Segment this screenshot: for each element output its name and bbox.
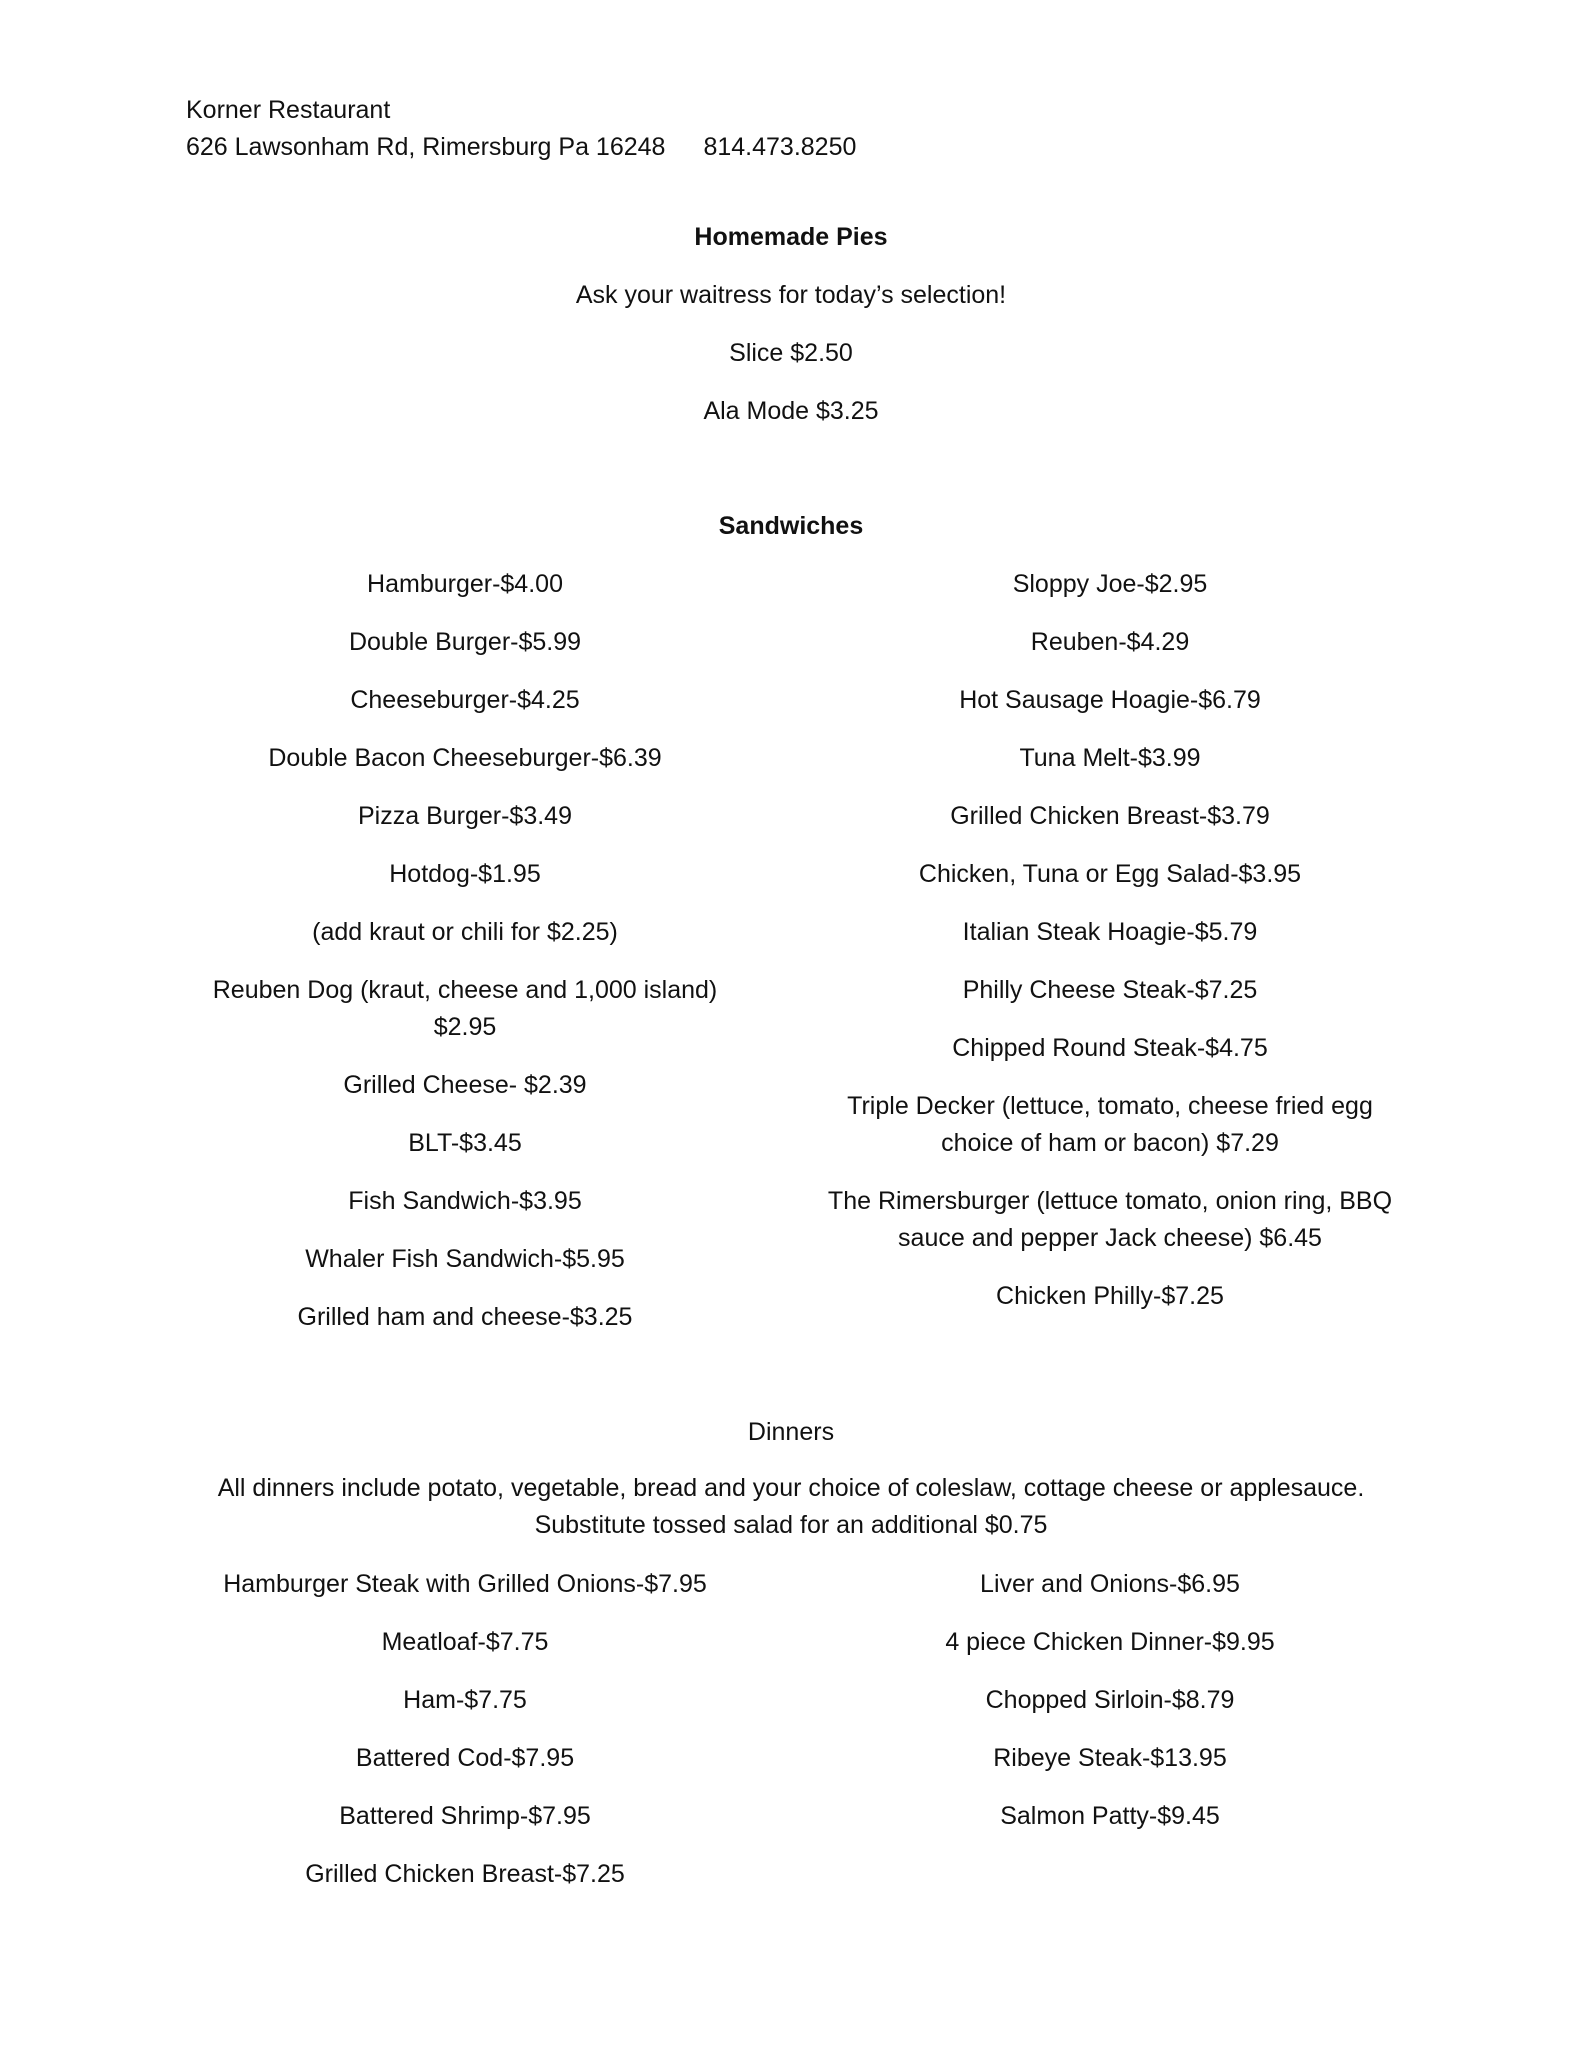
menu-item: Reuben Dog (kraut, cheese and 1,000 island) $2.95 [212,976,718,1041]
menu-item: Reuben-$4.29 [1030,628,1190,656]
menu-item: Hotdog-$1.95 [389,860,541,888]
pies-slice-price: Slice $2.50 [729,339,853,367]
menu-item: Double Burger-$5.99 [348,628,582,656]
restaurant-name: Korner Restaurant [186,96,391,124]
menu-item: Meatloaf-$7.75 [381,1628,549,1656]
menu-item: Hamburger-$4.00 [367,570,563,598]
menu-item: Battered Shrimp-$7.95 [339,1802,591,1830]
menu-item: Pizza Burger-$3.49 [357,802,572,830]
menu-item: Hot Sausage Hoagie-$6.79 [959,686,1261,714]
menu-item: 4 piece Chicken Dinner-$9.95 [945,1628,1275,1656]
dinners-note-line-1: All dinners include potato, vegetable, bread and your choice of coleslaw, cottage cheese or applesauce. [217,1474,1365,1502]
menu-item: Ribeye Steak-$13.95 [993,1744,1227,1772]
pies-section [0,219,1582,451]
menu-item: BLT-$3.45 [408,1129,522,1157]
menu-item: Hamburger Steak with Grilled Onions-$7.95 [223,1570,707,1598]
pies-title: Homemade Pies [694,223,888,251]
menu-item: Grilled Chicken Breast-$7.25 [305,1860,625,1888]
restaurant-address: 626 Lawsonham Rd, Rimersburg Pa 16248 [186,133,666,161]
menu-item: Fish Sandwich-$3.95 [348,1187,582,1215]
menu-item: Liver and Onions-$6.95 [980,1570,1240,1598]
menu-item: Grilled Cheese- $2.39 [343,1071,587,1099]
address-line [186,129,856,166]
menu-item: Ham-$7.75 [403,1686,527,1714]
sandwiches-left-column [186,566,744,1357]
menu-item: The Rimersburger (lettuce tomato, onion ring, BBQ sauce and pepper Jack cheese) $6.45 [827,1187,1393,1252]
dinners-note [0,1470,1582,1544]
dinners-note-line-2: Substitute tossed salad for an additional $0.75 [534,1511,1048,1539]
restaurant-header [186,92,856,166]
menu-item-note: (add kraut or chili for $2.25) [312,918,618,946]
menu-item: Sloppy Joe-$2.95 [1012,570,1208,598]
menu-item: Chicken, Tuna or Egg Salad-$3.95 [918,860,1302,888]
dinners-left-column [186,1566,744,1914]
dinners-right-column [820,1566,1400,1856]
menu-item: Battered Cod-$7.95 [355,1744,575,1772]
menu-item: Chipped Round Steak-$4.75 [952,1034,1268,1062]
menu-item: Double Bacon Cheeseburger-$6.39 [268,744,662,772]
menu-item: Grilled ham and cheese-$3.25 [297,1303,633,1331]
menu-item: Italian Steak Hoagie-$5.79 [962,918,1258,946]
sandwiches-right-column [820,566,1400,1336]
dinners-title: Dinners [747,1418,835,1446]
menu-item: Triple Decker (lettuce, tomato, cheese fried egg choice of ham or bacon) $7.29 [847,1092,1373,1157]
pies-ala-mode-price: Ala Mode $3.25 [703,397,879,425]
pies-note: Ask your waitress for today’s selection! [575,281,1007,309]
restaurant-phone: 814.473.8250 [703,133,857,161]
menu-item: Salmon Patty-$9.45 [1000,1802,1220,1830]
menu-item: Tuna Melt-$3.99 [1019,744,1201,772]
menu-item: Chicken Philly-$7.25 [996,1282,1224,1310]
menu-item: Cheeseburger-$4.25 [350,686,580,714]
menu-item: Grilled Chicken Breast-$3.79 [950,802,1270,830]
sandwiches-title: Sandwiches [718,512,864,540]
menu-item: Philly Cheese Steak-$7.25 [962,976,1258,1004]
menu-item: Whaler Fish Sandwich-$5.95 [305,1245,625,1273]
menu-item: Chopped Sirloin-$8.79 [985,1686,1235,1714]
